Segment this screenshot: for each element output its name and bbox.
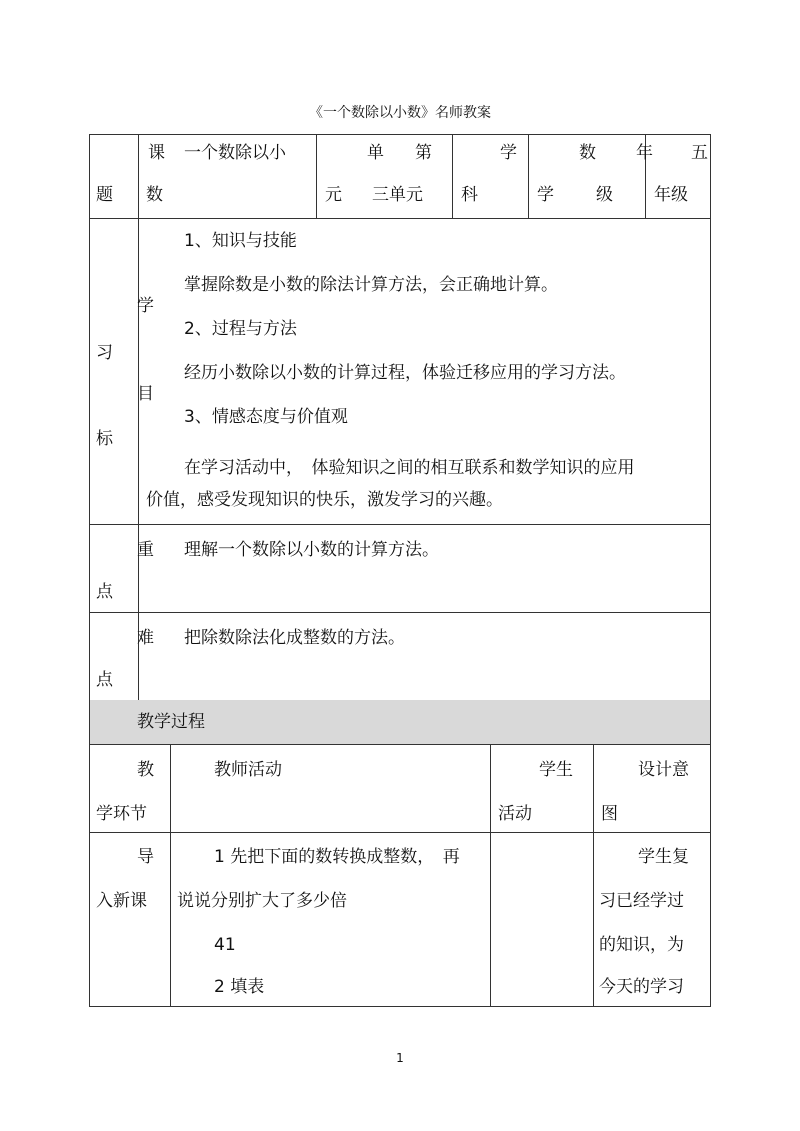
objective-line: 价值，感受发现知识的快乐，激发学习的兴趣。 [146,490,503,510]
col-student-2: 活动 [498,804,532,824]
design-line: 习已经学过 [599,891,684,911]
table-divider [89,218,711,219]
subject-value-1: 数 [579,143,596,163]
table-border-right [710,744,711,1006]
col-student-1: 学生 [539,760,573,780]
objectives-label-1: 学 [137,296,154,316]
grade-value-2: 年级 [654,185,688,205]
difficulty-text: 把除数除法化成整数的方法。 [184,628,405,648]
table-border-bottom [89,1006,711,1007]
table-border-right [710,134,711,700]
objective-line: 2、过程与方法 [184,319,297,339]
table-divider [89,612,711,613]
lesson-label-2: 题 [96,185,113,205]
column-divider [452,134,453,218]
design-line: 学生复 [638,847,689,867]
subject-label-2: 科 [461,185,478,205]
table-border-left [89,744,90,1006]
subject-value-2: 学 [537,185,554,205]
table-divider [89,744,711,745]
teacher-line: 说说分别扩大了多少倍 [177,891,347,911]
difficulty-label-2: 点 [96,670,113,690]
column-divider [593,744,594,1006]
objectives-label-4: 标 [96,429,113,449]
grade-value-1: 五 [691,143,708,163]
process-header: 教学过程 [137,712,205,732]
lesson-topic-1: 一个数除以小 [184,143,286,163]
design-line: 的知识，为 [599,935,684,955]
column-divider [316,134,317,218]
label-column-divider [138,134,139,700]
subject-label-1: 学 [500,143,517,163]
design-line: 今天的学习 [599,977,684,997]
page-number: 1 [396,1051,404,1065]
stage-1: 导 [137,847,154,867]
column-divider [170,744,171,1006]
col-stage-2: 学环节 [96,804,147,824]
objective-line: 经历小数除以小数的计算过程，体验迁移应用的学习方法。 [184,363,626,383]
unit-label-2: 第 [415,143,432,163]
unit-value: 三单元 [372,185,423,205]
table-border-left [89,134,90,700]
objective-line: 3、情感态度与价值观 [184,407,348,427]
teacher-line: 2 填表 [214,977,265,997]
grade-label-1: 年 [636,143,653,163]
unit-label-1: 单 [367,143,384,163]
objectives-label-2: 习 [96,343,113,363]
grade-label-2: 级 [596,185,613,205]
objective-line: 1、知识与技能 [184,231,297,251]
key-point-text: 理解一个数除以小数的计算方法。 [184,540,439,560]
col-design-1: 设计意 [638,760,689,780]
key-point-label-1: 重 [137,540,154,560]
table-border-top [89,134,711,135]
col-teacher: 教师活动 [214,760,282,780]
objectives-label-3: 目 [137,384,154,404]
lesson-topic-2: 数 [146,185,163,205]
key-point-label-2: 点 [96,582,113,602]
unit-label-3: 元 [325,185,342,205]
objective-line: 掌握除数是小数的除法计算方法，会正确地计算。 [184,275,558,295]
column-divider [528,134,529,218]
col-stage-1: 教 [137,760,154,780]
table-divider [89,524,711,525]
difficulty-label-1: 难 [137,628,154,648]
column-divider [490,744,491,1006]
objective-line: 在学习活动中， 体验知识之间的相互联系和数学知识的应用 [184,458,635,478]
stage-2: 入新课 [96,891,147,911]
table-border-right [710,700,711,744]
table-divider [89,832,711,833]
col-design-2: 图 [601,804,618,824]
teacher-line: 1 先把下面的数转换成整数， 再 [214,847,460,867]
lesson-label-1: 课 [148,143,165,163]
teacher-line: 41 [214,935,236,955]
table-border-left [89,700,90,744]
document-title: 《一个数除以小数》名师教案 [309,105,491,121]
